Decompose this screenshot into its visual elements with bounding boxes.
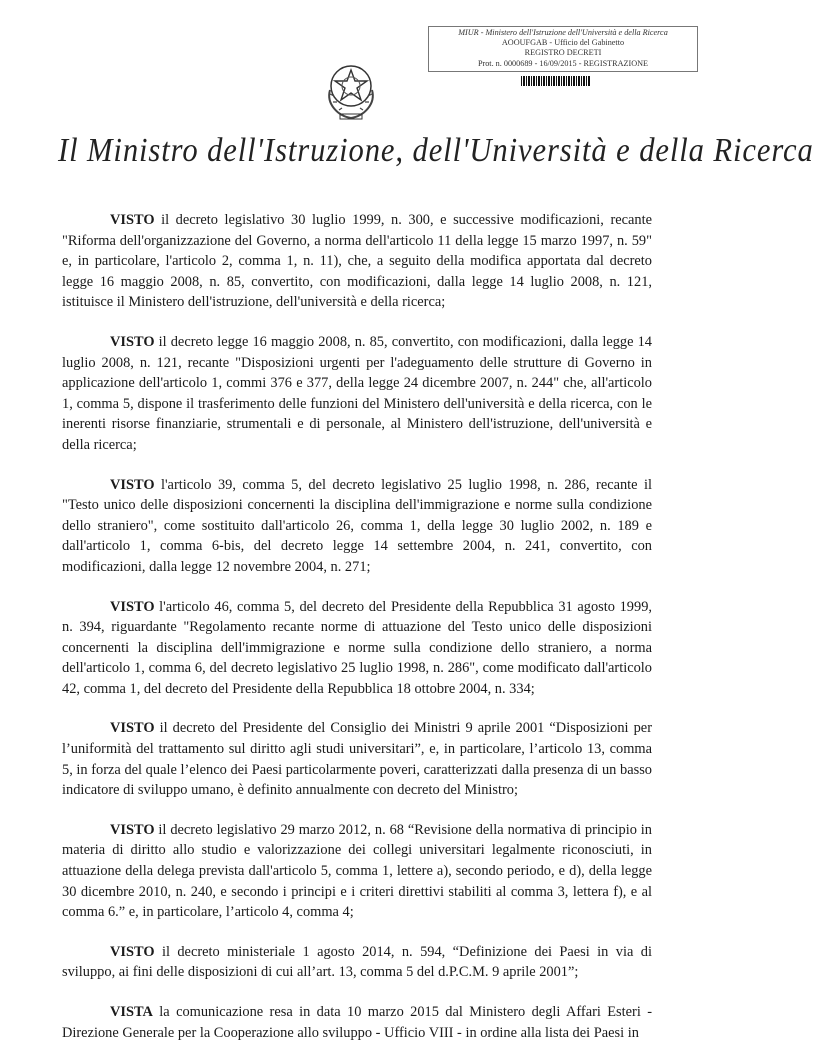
stamp-office-line: AOOUFGAB - Ufficio del Gabinetto <box>501 38 625 48</box>
paragraph-text: il decreto legislativo 29 marzo 2012, n. 68 “Revisione della normativa di principio in materia di diritto allo studio e valorizzazione dei collegi universitari legalmente riconosciuti, in attuazione della delega prevista dall'articolo 5, comma 1, lettere a), secondo periodo, e d), della legge 30 dicembre 2010, n. 240, e secondo i principi e i criteri direttivi stabiliti al comma 3, lettera f), e al comma 6.” e, in particolare, l’articolo 4, comma 4; <box>62 821 652 921</box>
paragraph-lead: VISTO <box>110 212 155 228</box>
paragraph-lead: VISTO <box>110 943 155 960</box>
paragraph-text: la comunicazione resa in data 10 marzo 2015 dal Ministero degli Affari Esteri - Direzione Generale per la Cooperazione allo sviluppo - Ufficio VIII - in ordine alla lista dei Paesi in <box>62 1004 652 1041</box>
paragraph-text: l'articolo 39, comma 5, del decreto legislativo 25 luglio 1998, n. 286, recante il "Testo unico delle disposizioni concernenti la disciplina dell'immigrazione e norme sulla condizione dello straniero", come sostituito dall'articolo 26, comma 1, della legge 30 luglio 2002, n. 189 e dall'articolo 1, comma 6-bis, del decreto legge 14 settembre 2004, n. 241, convertito, con modificazioni, dalla legge 12 novembre 2004, n. 271; <box>62 476 652 575</box>
paragraph-lead: VISTO <box>110 333 155 350</box>
paragraph <box>62 332 652 456</box>
paragraph <box>62 942 652 983</box>
paragraph-lead: VISTA <box>110 1004 153 1020</box>
paragraph <box>62 597 652 700</box>
paragraph-lead: VISTO <box>110 476 155 493</box>
paragraph-text: il decreto legge 16 maggio 2008, n. 85, convertito, con modificazioni, dalla legge 14 luglio 2008, n. 121, recante "Disposizioni urgenti per l'adeguamento delle strutture di Governo in applicazione dell'articolo 1, commi 376 e 377, della legge 24 dicembre 2007, n. 244" che, all'articolo 1, comma 5, dispone il trasferimento delle funzioni del Ministero dell'università e della ricerca, con le inerenti risorse finanziarie, strumentali e di personale, al Ministero dell'istruzione, dell'università e della ricerca; <box>62 333 652 453</box>
stamp-protocol-line: Prot. n. 0000689 - 16/09/2015 - REGISTRAZIONE <box>477 58 649 68</box>
paragraph <box>62 1002 652 1043</box>
paragraph <box>62 210 652 313</box>
paragraph <box>62 718 652 800</box>
minister-heading: Il Ministro dell'Istruzione, dell'Università e della Ricerca <box>58 132 814 169</box>
paragraph <box>62 820 652 923</box>
republic-emblem-icon <box>320 56 382 122</box>
barcode-icon <box>521 76 591 86</box>
stamp-register-line: REGISTRO DECRETI <box>524 48 602 58</box>
paragraph-text: l'articolo 46, comma 5, del decreto del Presidente della Repubblica 31 agosto 1999, n. 394, riguardante "Regolamento recante norme di attuazione del Testo unico delle disposizioni concernenti la disciplina dell'immigrazione e norme sulla condizione dello straniero, a norma dell'articolo 1, comma 6, del decreto legislativo 25 luglio 1998, n. 286", come modificato dall'articolo 42, comma 1, del decreto del Presidente della Repubblica 18 ottobre 2004, n. 334; <box>62 598 652 697</box>
paragraph-text: il decreto del Presidente del Consiglio dei Ministri 9 aprile 2001 “Disposizioni per l’uniformità del trattamento sul diritto agli studi universitari”, e, in particolare, l’articolo 13, comma 5, in forza del quale l’elenco dei Paesi particolarmente poveri, caratterizzati dalla presenza di un basso indicatore di sviluppo umano, è definito annualmente con decreto del Ministro; <box>62 720 652 799</box>
stamp-ministry-line: MIUR - Ministero dell'Istruzione dell'Università e della Ricerca <box>458 28 668 37</box>
document-body <box>62 210 652 1062</box>
paragraph-lead: VISTO <box>110 720 155 737</box>
paragraph-lead: VISTO <box>110 598 155 615</box>
paragraph-text: il decreto ministeriale 1 agosto 2014, n. 594, “Definizione dei Paesi in via di sviluppo, ai fini delle disposizioni di cui all’art. 13, comma 5 del d.P.C.M. 9 aprile 2001”; <box>62 943 652 981</box>
paragraph-text: il decreto legislativo 30 luglio 1999, n. 300, e successive modificazioni, recante "Riforma dell'organizzazione del Governo, a norma dell'articolo 11 della legge 15 marzo 1997, n. 59" e, in particolare, l'articolo 2, comma 1, n. 11), che, a seguito della modifica apportata dal decreto legge 16 maggio 2008, n. 85, convertito, con modificazioni, dalla legge 14 luglio 2008, n. 121, istituisce il Ministero dell'istruzione, dell'università e della ricerca; <box>62 212 652 311</box>
paragraph-lead: VISTO <box>110 821 155 838</box>
paragraph <box>62 475 652 578</box>
protocol-stamp <box>428 26 698 72</box>
